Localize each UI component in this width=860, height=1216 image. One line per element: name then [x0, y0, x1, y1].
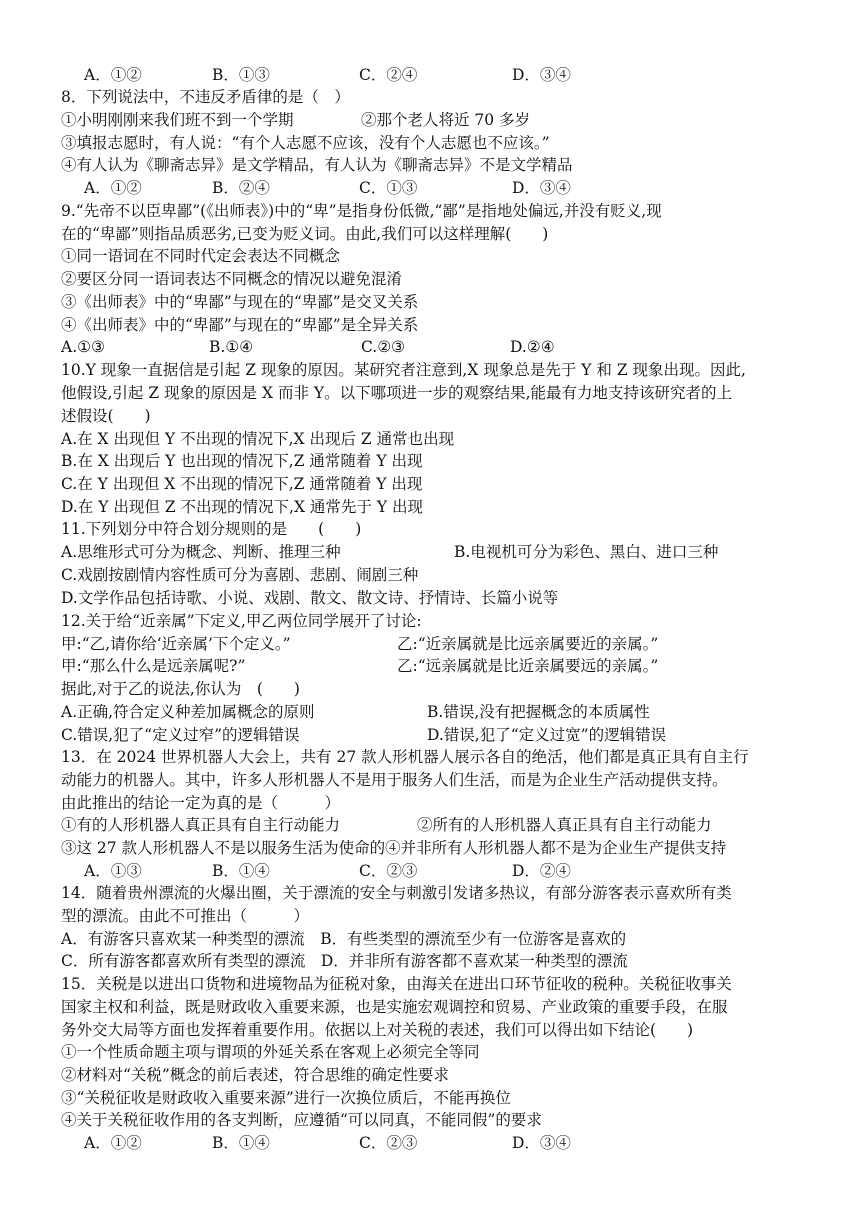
option-text: A．①②	[84, 179, 142, 197]
line-text: 9.“先帝不以臣卑鄙”(《出师表》)中的“卑”是指身份低微,“鄙”是指地处偏远,并没有贬义,现	[61, 202, 662, 220]
option-text: D．③④	[512, 179, 571, 197]
option-text: C．②④	[359, 66, 418, 84]
line-text: 他假设,引起 Z 现象的原因是 X 而非 Y。以下哪项进一步的观察结果,能最有力地支持该研究者的上	[61, 384, 733, 402]
line-text: ③“关税征收是财政收入重要来源”进行一次换位质后，不能再换位	[61, 1089, 511, 1107]
line-text: C．所有游客都喜欢所有类型的漂流 D．并非所有游客都不喜欢某一种类型的漂流	[61, 952, 628, 970]
line-text: 国家主权和利益，既是财政收入重要来源，也是实施宏观调控和贸易、产业政策的重要手段，在服	[61, 998, 728, 1016]
line-text: ①同一语词在不同时代定会表达不同概念	[61, 247, 341, 265]
line-text: 据此,对于乙的说法,你认为 ( )	[61, 680, 300, 698]
line-text: 15．关税是以进出口货物和进境物品为征税对象，由海关在进出口环节征收的税种。关税征收事关	[61, 975, 732, 993]
option-text: ①小明刚刚来我们班不到一个学期	[61, 111, 294, 129]
option-text: B．②④	[212, 179, 270, 197]
line-text: 12.关于给“近亲属”下定义,甲乙两位同学展开了讨论:	[61, 612, 422, 630]
option-text: ①有的人形机器人真正具有自主行动能力	[61, 816, 341, 834]
line-text: ②要区分同一语词表达不同概念的情况以避免混淆	[61, 270, 403, 288]
line-text: 14．随着贵州漂流的火爆出圈，关于漂流的安全与刺激引发诸多热议，有部分游客表示喜欢所有类	[61, 884, 732, 902]
line-text: B.在 X 出现后 Y 也出现的情况下,Z 通常随着 Y 出现	[61, 452, 423, 470]
option-text: B.电视机可分为彩色、黑白、进口三种	[454, 543, 719, 561]
line-text: A.在 X 出现但 Y 不出现的情况下,X 出现后 Z 通常也出现	[61, 430, 455, 448]
option-text: C．②③	[359, 862, 418, 880]
option-text: C.②③	[361, 338, 406, 356]
option-text: D．③④	[512, 1134, 571, 1152]
option-text: A.思维形式可分为概念、判断、推理三种	[61, 543, 341, 561]
option-text: ②那个老人将近 70 多岁	[361, 111, 531, 129]
line-text: ④关于关税征收作用的各支判断，应遵循“可以同真，不能同假”的要求	[61, 1111, 542, 1129]
line-text: ③《出师表》中的“卑鄙”与现在的“卑鄙”是交叉关系	[61, 293, 419, 311]
option-text: A．①②	[84, 66, 142, 84]
line-text: 8．下列说法中，不违反矛盾律的是（ ）	[61, 88, 350, 106]
line-text: D.文学作品包括诗歌、小说、戏剧、散文、散文诗、抒情诗、长篇小说等	[61, 589, 559, 607]
line-text: 在的“卑鄙”则指品质恶劣,已变为贬义词。由此,我们可以这样理解( )	[61, 225, 549, 243]
option-text: D．②④	[512, 862, 571, 880]
option-text: A.正确,符合定义种差加属概念的原则	[61, 703, 315, 721]
option-text: 甲:“那么什么是远亲属呢?”	[61, 657, 246, 675]
option-text: B．①④	[212, 1134, 270, 1152]
option-text: B.①④	[209, 338, 254, 356]
line-text: 务外交大局等方面也发挥着重要作用。依据以上对关税的表述，我们可以得出如下结论( )	[61, 1021, 694, 1039]
option-text: C．①③	[359, 179, 418, 197]
option-text: 甲:“乙,请你给‘近亲属’下个定义。”	[61, 635, 291, 653]
line-text: 动能力的机器人。其中，许多人形机器人不是用于服务人们生活，而是为企业生产活动提供支持。	[61, 771, 728, 789]
line-text: ①一个性质命题主项与谓项的外延关系在客观上必须完全等同	[61, 1043, 480, 1061]
option-text: D.②④	[510, 338, 555, 356]
option-text: ②所有的人形机器人真正具有自主行动能力	[417, 816, 712, 834]
option-text: 乙:“远亲属就是比近亲属要远的亲属。”	[397, 657, 659, 675]
line-text: 10.Y 现象一直据信是引起 Z 现象的原因。某研究者注意到,X 现象总是先于 Y 和 Z 现象出现。因此,	[61, 361, 746, 379]
line-text: 13．在 2024 世界机器人大会上，共有 27 款人形机器人展示各自的绝活，他们都是真正具有自主行	[61, 748, 749, 766]
line-text: 由此推出的结论一定为真的是（ ）	[61, 794, 341, 812]
line-text: ③这 27 款人形机器人不是以服务生活为使命的④并非所有人形机器人都不是为企业生产提供支持	[61, 839, 727, 857]
option-text: B．①④	[212, 862, 270, 880]
line-text: ④有人认为《聊斋志异》是文学精品，有人认为《聊斋志异》不是文学精品	[61, 156, 573, 174]
option-text: C.错误,犯了“定义过窄”的逻辑错误	[61, 726, 300, 744]
line-text: D.在 Y 出现但 Z 不出现的情况下,X 通常先于 Y 出现	[61, 498, 423, 516]
line-text: 述假设( )	[61, 407, 151, 425]
option-text: A．①②	[84, 1134, 142, 1152]
option-text: A．①③	[84, 862, 142, 880]
line-text: ②材料对“关税”概念的前后表述，符合思维的确定性要求	[61, 1066, 449, 1084]
option-text: B.错误,没有把握概念的本质属性	[427, 703, 650, 721]
option-text: C．②③	[359, 1134, 418, 1152]
option-text: 乙:“近亲属就是比远亲属要近的亲属。”	[397, 635, 659, 653]
line-text: A．有游客只喜欢某一种类型的漂流 B．有些类型的漂流至少有一位游客是喜欢的	[61, 930, 627, 948]
option-text: D．③④	[512, 66, 571, 84]
line-text: 型的漂流。由此不可推出（ ）	[61, 907, 310, 925]
line-text: C.在 Y 出现但 X 不出现的情况下,Z 通常随着 Y 出现	[61, 475, 423, 493]
option-text: D.错误,犯了“定义过宽”的逻辑错误	[427, 726, 667, 744]
option-text: B．①③	[212, 66, 270, 84]
line-text: C.戏剧按剧情内容性质可分为喜剧、悲剧、闹剧三种	[61, 566, 419, 584]
line-text: ④《出师表》中的“卑鄙”与现在的“卑鄙”是全异关系	[61, 316, 419, 334]
line-text: 11.下列划分中符合划分规则的是 ( )	[61, 520, 362, 538]
line-text: ③填报志愿时，有人说：“有个人志愿不应该，没有个人志愿也不应该。”	[61, 134, 550, 152]
option-text: A.①③	[61, 338, 105, 356]
